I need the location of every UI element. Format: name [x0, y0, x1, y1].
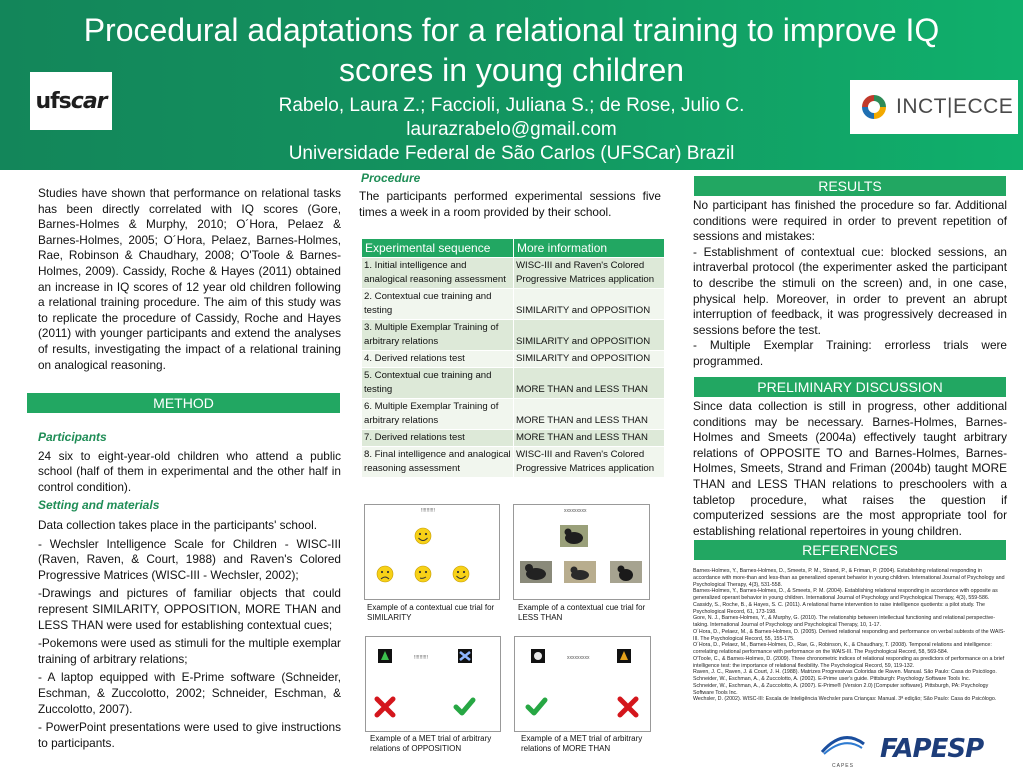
table-cell: WISC-III and Raven's Colored Progressive Matrices application [514, 447, 665, 478]
figure-met-opposition-caption: Example of a MET trial of arbitrary relations of OPPOSITION [370, 734, 492, 753]
ufscar-logo [30, 72, 112, 130]
smiley-neutral-icon [415, 566, 431, 582]
table-cell: SIMILARITY and OPPOSITION [514, 351, 665, 368]
ufscar-logo-text-2: car [70, 88, 107, 114]
smiley-sad-icon [377, 566, 393, 582]
cat-photo-icon [564, 561, 596, 583]
pokemon-stimulus-icon [531, 649, 545, 663]
method-heading: METHOD [27, 393, 340, 413]
capes-logo [818, 732, 868, 766]
met-opposition-trial-image [366, 637, 502, 733]
reference-item: Barnes-Holmes, Y., Barnes-Holmes, D., Smeets, P. M., Strand, P., & Friman, P. (2004). Establishing relational responding in accordance with more-than and less-than as generalized operant behavior in young children. International Journal of Psychology and Psychological Therapy, 4(3), 531-558. [693, 568, 1005, 588]
table-row [362, 368, 665, 399]
table-header: Experimental sequence [362, 239, 514, 258]
cat-photo-icon [560, 525, 588, 547]
reference-item: Schneider, W., Eschman, A., & Zuccolotto, A. (2002). E-Prime user's guide. Pittsburgh: Psychology Software Tools Inc. [693, 676, 971, 682]
setting-heading: Setting and materials [38, 498, 160, 513]
authors: Rabelo, Laura Z.; Faccioli, Juliana S.; de Rose, Julio C. [278, 95, 745, 116]
affiliation: Universidade Federal de São Carlos (UFSCar) Brazil [288, 143, 735, 164]
table-row [362, 430, 665, 447]
discussion-heading: PRELIMINARY DISCUSSION [694, 377, 1006, 397]
red-cross-icon [377, 699, 393, 715]
svg-text:xxxxxxxxx: xxxxxxxxx [567, 655, 590, 661]
pokemon-stimulus-icon [458, 649, 472, 663]
table-row [362, 258, 665, 289]
similarity-trial-image [365, 505, 501, 601]
figure-less-than [513, 504, 650, 600]
figure-met-more-than [514, 636, 651, 732]
reference-item: O'Toole, C., & Barnes-Holmes, D. (2009). Three chronometric indices of relational responding as predictors of performance on a brief intelligence test: the importance of relational flexibility. The Psychological Record, 59, 119-132. [693, 655, 1005, 669]
cat-photo-icon [520, 561, 552, 583]
table-row [362, 447, 665, 478]
table-cell: 6. Multiple Exemplar Training of arbitrary relations [362, 399, 514, 430]
ufscar-logo-text-1: ufs [35, 88, 71, 114]
results-paragraph: - Establishment of contextual cue: blocked sessions, an intraverbal protocol (the experimenter asked the participant to describe the stimuli on the screen) and, in one case, physical help. Moreover, in order to prevent an abrupt interruption of feedback, it was progressively decreased in sessions before the test. [693, 244, 1007, 337]
inct-ecce-logo-text: INCT|ECCE [896, 95, 1014, 118]
table-row [362, 351, 665, 368]
reference-item: O´Hora, D., Pelaez, M., & Barnes-Holmes, D. (2005). Derived relational responding and performance on verbal subtests of the WAIS-III. The Psychological Record, 55, 155-175. [693, 628, 1006, 642]
figure-met-more-than-caption: Example of a MET trial of arbitrary relations of MORE THAN [521, 734, 643, 753]
svg-text:!!!!!!!!!!: !!!!!!!!!! [421, 508, 435, 514]
discussion-text: Since data collection is still in progress, other additional conditions may be necessary. Barnes-Holmes, Barnes-Holmes and Smeets (2004a) effectively taught arbitrary relations of OPPOSITE TO and Barnes-Holmes, Barnes-Holmes, Smeets, Strand and Friman (2004b) taught MORE THAN and LESS THAN relations to preschoolers with a tabletop procedure, what raises the question if computerized sessions are the most appropriate tool for establishing relational repertoires in young children. [693, 399, 1007, 538]
poster-title: Procedural adaptations for a relational training to improve IQ scores in young children [83, 12, 940, 88]
table-cell: SIMILARITY and OPPOSITION [514, 289, 665, 320]
capes-mark-icon [818, 732, 868, 758]
table-cell: MORE THAN and LESS THAN [514, 399, 665, 430]
intro-text: Studies have shown that performance on relational tasks has been directly correlated with IQ scores (Gore, Barnes-Holmes & Murphy, 2010; O´Hora, Pelaez & Barnes-Holmes, 2005; O´Hora, Pelaez, Barnes-Holmes, Rae, Robinson & Chaudhary, 2008; O'Toole & Barnes-Holmes, 2009). Cassidy, Roche & Hayes (2011) obtained an increase in IQ scores of 12 year old children following a relational training procedure. The aim of this study was to replicate the procedure of Cassidy, Roche and Hayes (2011) with younger participants and extend the analyses of results, investigating the impact of a relational training on analogical reasoning. [38, 186, 341, 372]
procedure-text: The participants performed experimental sessions five times a week in a room provided by their school. [359, 189, 661, 219]
table-cell: 8. Final intelligence and analogical reasoning assessment [362, 447, 514, 478]
experimental-sequence-table [361, 238, 665, 478]
figure-similarity [364, 504, 500, 600]
green-check-icon [456, 700, 473, 713]
references-list [693, 568, 1006, 703]
reference-item: O´Hora, D., Pelaez, M., Barnes-Holmes, D., Rae, G., Robinson, K., & Chaudhary, T. (2008). Temporal relations and intelligence: correlating relational performance with performance on the WAIS-III. The Psychological Record, 58, 569-584. [693, 642, 992, 655]
setting-item: - A laptop equipped with E-Prime software (Schneider, Eschman, & Zuccolotto, 2002; Schneider, Eschman, & Zuccolotto, 2007). [38, 670, 341, 716]
email: laurazrabelo@gmail.com [406, 119, 617, 140]
table-cell: SIMILARITY and OPPOSITION [514, 320, 665, 351]
results-heading: RESULTS [694, 176, 1006, 196]
pokemon-stimulus-icon [617, 649, 631, 663]
reference-item: Schneider, W., Eschman, A., & Zuccolotto, A. (2007). E-Prime® (Version 2.0) [Computer software]. Pittsburgh, PA: Psychology Software Tools Inc. [693, 682, 989, 696]
table-header: More information [514, 239, 665, 258]
table-row [362, 320, 665, 351]
smiley-happy-icon [415, 528, 431, 544]
svg-text:!!!!!!!!!!: !!!!!!!!!! [414, 655, 428, 661]
table-cell: WISC-III and Raven's Colored Progressive Matrices application [514, 258, 665, 289]
table-cell: 4. Derived relations test [362, 351, 514, 368]
setting-item: - Wechsler Intelligence Scale for Children - WISC-III (Raven, Raven, & Court, 1988) and Raven's Colored Progressive Matrices (WISC-III - Wechsler, 2002); [38, 536, 341, 582]
table-header-row [362, 239, 665, 258]
method-body [38, 430, 341, 751]
table-cell: MORE THAN and LESS THAN [514, 430, 665, 447]
table-cell: 3. Multiple Exemplar Training of arbitrary relations [362, 320, 514, 351]
procedure-heading: Procedure [361, 171, 421, 185]
pokemon-stimulus-icon [378, 649, 392, 663]
table-row [362, 399, 665, 430]
table-cell: 7. Derived relations test [362, 430, 514, 447]
reference-item: Raven, J. C., Raven, J. & Court, J. H. (1988). Matrizes Progressivas Coloridas de Raven. Manual. São Paulo: Casa do Psicólogo. [693, 669, 997, 676]
svg-text:xxxxxxxxx: xxxxxxxxx [564, 508, 587, 514]
met-more-than-trial-image [515, 637, 652, 733]
capes-label: CAPES [832, 763, 854, 768]
figure-met-opposition [365, 636, 501, 732]
red-cross-icon [620, 699, 636, 715]
figure-less-than-caption: Example of a contextual cue trial for LESS THAN [518, 603, 646, 622]
reference-item: Gore, N. J., Barnes-Holmes, Y., & Murphy, G. (2010). The relationship between intellectual functioning and relational perspective-taking. International Journal of Psychology and Psychological Therapy, 10, 1-17. [693, 615, 995, 628]
table-cell: 2. Contextual cue training and testing [362, 289, 514, 320]
header-banner [0, 0, 1023, 170]
participants-heading: Participants [38, 430, 107, 444]
cat-photo-icon [610, 561, 642, 583]
fapesp-logo: FAPESP [880, 734, 984, 764]
less-than-trial-image [514, 505, 651, 601]
table-cell: 1. Initial intelligence and analogical reasoning assessment [362, 258, 514, 289]
setting-item: -Drawings and pictures of familiar objects that could represent SIMILARITY, OPPOSITION, MORE THAN and LESS THAN were used for establishing contextual cues; [38, 586, 341, 632]
results-body [693, 198, 1007, 370]
participants-text: 24 six to eight-year-old children who attend a public school (half of them in experimental and the other half in control condition). [38, 448, 341, 494]
table-cell: 5. Contextual cue training and testing [362, 368, 514, 399]
results-paragraph: No participant has finished the procedure so far. Additional conditions were required in order to prevent repetition of sessions and mistakes: [693, 198, 1007, 244]
reference-item: Cassidy, S., Roche, B., & Hayes, S. C. (2011). A relational frame intervention to raise intelligence quotients: a pilot study. The Psychological Record, 61, 173-198. [693, 601, 985, 615]
smiley-happy-icon [453, 566, 469, 582]
table-cell: MORE THAN and LESS THAN [514, 368, 665, 399]
inct-ecce-logo [850, 80, 1018, 134]
green-check-icon [528, 700, 545, 713]
reference-item: Wechsler, D. (2002). WISC-III: Escala de Inteligência Wechsler para Crianças: Manual. 3ª edição; São Paulo: Casa do Psicólogo. [693, 696, 997, 703]
setting-item: - PowerPoint presentations were used to give instructions to participants. [38, 720, 341, 750]
inct-mark-icon [860, 93, 888, 121]
references-heading: REFERENCES [694, 540, 1006, 560]
figure-similarity-caption: Example of a contextual cue trial for SIMILARITY [367, 603, 495, 622]
setting-item: -Pokemons were used as stimuli for the multiple exemplar training of arbitrary relations; [38, 636, 341, 666]
authors-block [150, 94, 873, 166]
reference-item: Barnes-Holmes, Y., Barnes-Holmes, D., & Smeets, P. M. (2004). Establishing relational responding in accordance with opposite as generalized operant behavior in young children. International Journal of Psychology and Psychological Therapy, 4(3), 559-586. [693, 588, 998, 601]
setting-item: Data collection takes place in the participants' school. [38, 517, 317, 532]
results-paragraph: - Multiple Exemplar Training: errorless trials were programmed. [693, 338, 1007, 368]
table-row [362, 289, 665, 320]
